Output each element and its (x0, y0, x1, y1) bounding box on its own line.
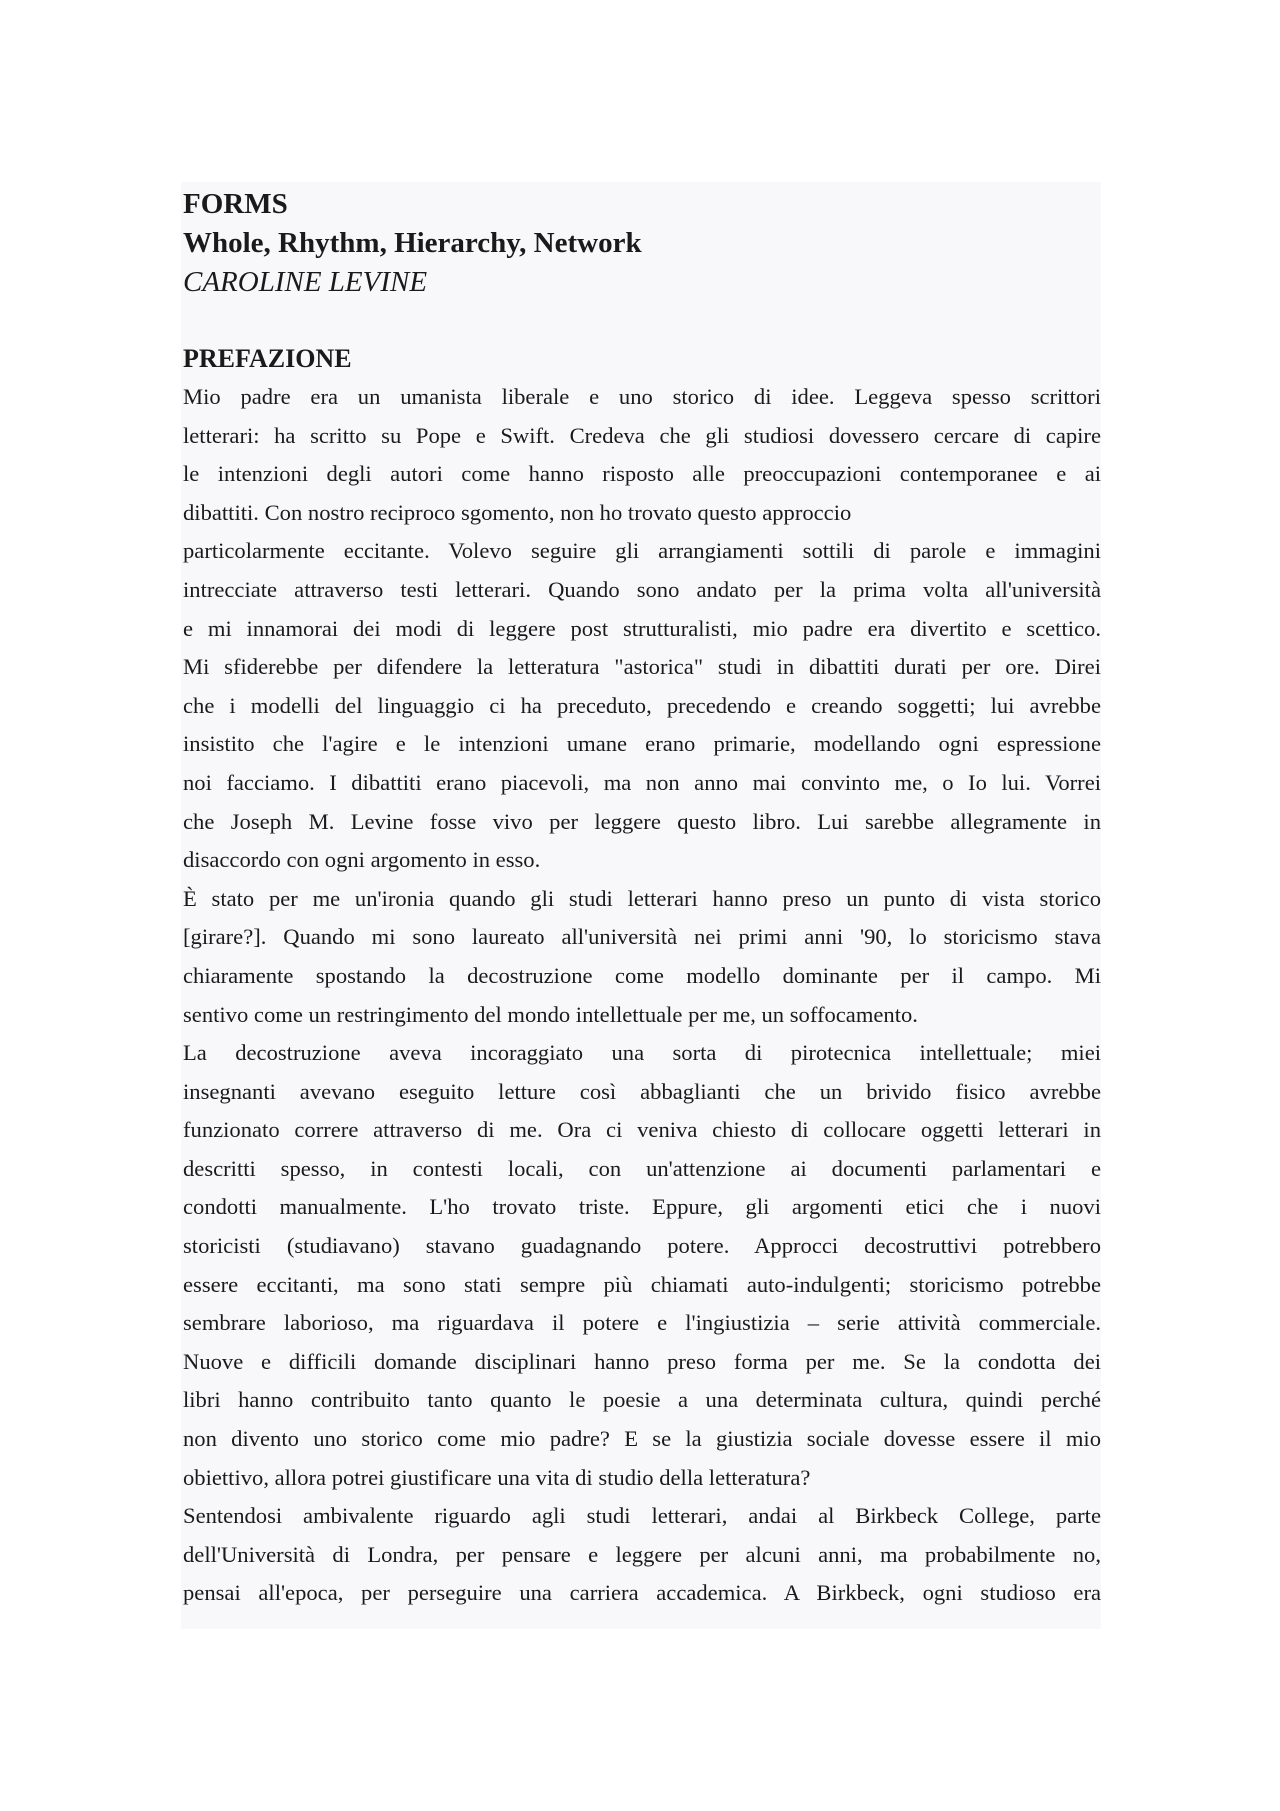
body-line: essere eccitanti, ma sono stati sempre più chiamati auto-indulgenti; storicismo potrebbe (183, 1271, 1101, 1297)
body-line: non divento uno storico come mio padre? E se la giustizia sociale dovesse essere il mio (183, 1426, 1101, 1452)
body-line: insegnanti avevano eseguito letture così abbaglianti che un brivido fisico avrebbe (183, 1078, 1101, 1104)
body-line: sentivo come un restringimento del mondo intellettuale per me, un soffocamento. (183, 1001, 918, 1027)
body-line: descritti spesso, in contesti locali, con un'attenzione ai documenti parlamentari e (183, 1155, 1101, 1181)
book-subtitle: Whole, Rhythm, Hierarchy, Network (183, 227, 642, 259)
body-line: La decostruzione aveva incoraggiato una sorta di pirotecnica intellettuale; miei (183, 1040, 1101, 1066)
body-line: disaccordo con ogni argomento in esso. (183, 847, 541, 873)
body-text (183, 378, 1101, 1613)
body-line: che Joseph M. Levine fosse vivo per leggere questo libro. Lui sarebbe allegramente in (183, 808, 1101, 834)
body-line: Mio padre era un umanista liberale e uno storico di idee. Leggeva spesso scrittori (183, 384, 1101, 409)
body-line: dell'Università di Londra, per pensare e leggere per alcuni anni, ma probabilmente no, (183, 1541, 1101, 1567)
section-heading: PREFAZIONE (183, 344, 352, 373)
body-line: particolarmente eccitante. Volevo seguire gli arrangiamenti sottili di parole e immagini (183, 538, 1101, 564)
body-line: È stato per me un'ironia quando gli studi letterari hanno preso un punto di vista storico (183, 885, 1101, 911)
book-author: CAROLINE LEVINE (183, 266, 428, 298)
body-line: noi facciamo. I dibattiti erano piacevoli, ma non anno mai convinto me, o Io lui. Vorrei (183, 769, 1101, 795)
body-line: funzionato correre attraverso di me. Ora ci veniva chiesto di collocare oggetti letterari in (183, 1117, 1101, 1143)
body-line: chiaramente spostando la decostruzione come modello dominante per il campo. Mi (183, 962, 1101, 988)
body-line: condotti manualmente. L'ho trovato triste. Eppure, gli argomenti etici che i nuovi (183, 1194, 1101, 1220)
body-line: intrecciate attraverso testi letterari. Quando sono andato per la prima volta all'università (183, 576, 1101, 602)
body-line: le intenzioni degli autori come hanno risposto alle preoccupazioni contemporanee e ai (183, 461, 1101, 487)
book-title: FORMS (183, 188, 288, 220)
body-line: letterari: ha scritto su Pope e Swift. Credeva che gli studiosi dovessero cercare di capire (183, 422, 1101, 448)
body-line: obiettivo, allora potrei giustificare una vita di studio della letteratura? (183, 1464, 811, 1490)
body-line: libri hanno contribuito tanto quanto le poesie a una determinata cultura, quindi perché (183, 1387, 1101, 1413)
document-content (183, 185, 1101, 1613)
body-line: [girare?]. Quando mi sono laureato all'università nei primi anni '90, lo storicismo stava (183, 924, 1101, 950)
body-line: storicisti (studiavano) stavano guadagnando potere. Approcci decostruttivi potrebbero (183, 1233, 1101, 1259)
body-line: Nuove e difficili domande disciplinari hanno preso forma per me. Se la condotta dei (183, 1348, 1101, 1374)
body-line: insistito che l'agire e le intenzioni umane erano primarie, modellando ogni espressione (183, 731, 1101, 757)
body-line: Mi sfiderebbe per difendere la letteratura "astorica" studi in dibattiti durati per ore. Direi (183, 654, 1101, 680)
body-line: Sentendosi ambivalente riguardo agli studi letterari, andai al Birkbeck College, parte (183, 1503, 1101, 1529)
body-line: pensai all'epoca, per perseguire una carriera accademica. A Birkbeck, ogni studioso era (183, 1580, 1101, 1606)
body-line: che i modelli del linguaggio ci ha preceduto, precedendo e creando soggetti; lui avrebbe (183, 692, 1101, 718)
body-line: sembrare laborioso, ma riguardava il potere e l'ingiustizia – serie attività commerciale. (183, 1310, 1101, 1336)
body-line: e mi innamorai dei modi di leggere post strutturalisti, mio padre era divertito e scettico. (183, 615, 1101, 641)
body-line: dibattiti. Con nostro reciproco sgomento, non ho trovato questo approccio (183, 499, 852, 525)
